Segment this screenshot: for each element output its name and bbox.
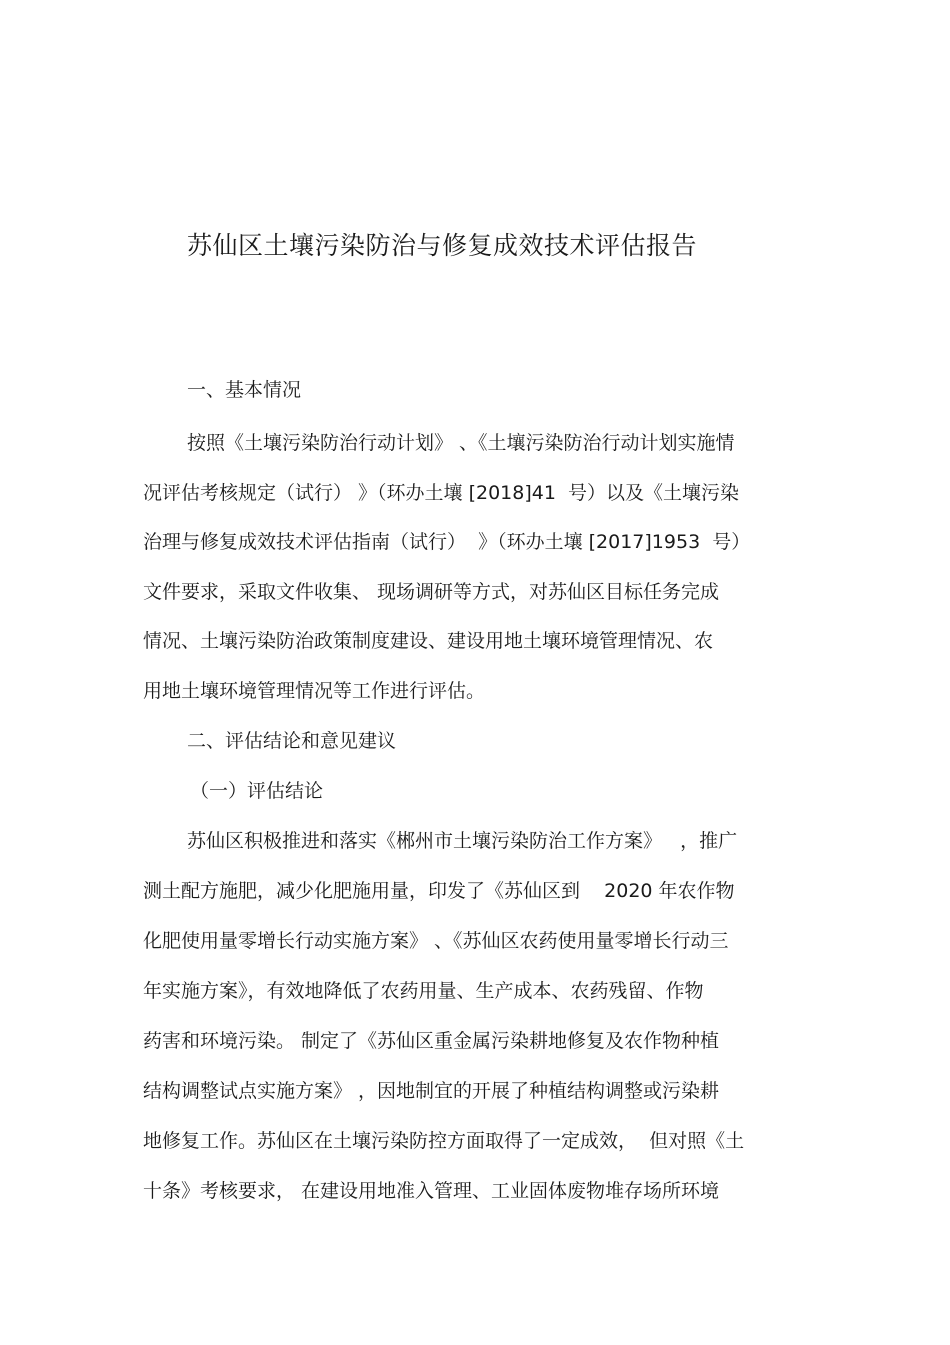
paragraph-line: 况评估考核规定（试行） 》（环办土壤 [2018]41 号）以及《土壤污染 [143,482,740,504]
paragraph-line: 药害和环境污染。 制定了《苏仙区重金属污染耕地修复及农作物种植 [143,1030,720,1052]
paragraph-line: 化肥使用量零增长行动实施方案》 、《苏仙区农药使用量零增长行动三 [143,930,729,952]
section-heading-conclusions: 二、评估结论和意见建议 [187,730,397,752]
paragraph-line: 用地土壤环境管理情况等工作进行评估。 [143,680,486,702]
paragraph-line: 十条》考核要求， 在建设用地准入管理、工业固体废物堆存场所环境 [143,1180,720,1202]
paragraph-line: 结构调整试点实施方案》 ，因地制宜的开展了种植结构调整或污染耕 [143,1080,720,1102]
paragraph-line: 情况、土壤污染防治政策制度建设、建设用地土壤环境管理情况、农 [143,630,714,652]
section-heading-basic-situation: 一、基本情况 [187,379,302,401]
paragraph-line: 测土配方施肥，减少化肥施用量，印发了《苏仙区到 2020 年农作物 [143,880,735,902]
paragraph-line: 地修复工作。苏仙区在土壤污染防控方面取得了一定成效， 但对照《土 [143,1130,745,1152]
paragraph-line: 年实施方案》，有效地降低了农药用量、生产成本、农药残留、作物 [143,980,704,1002]
subsection-heading-conclusion: （一）评估结论 [190,780,324,802]
paragraph-line: 文件要求，采取文件收集、 现场调研等方式，对苏仙区目标任务完成 [143,581,720,603]
paragraph-line: 苏仙区积极推进和落实《郴州市土壤污染防治工作方案》 ，推广 [187,830,738,852]
paragraph-line: 治理与修复成效技术评估指南（试行） 》（环办土壤 [2017]1953 号） [143,531,751,553]
paragraph-line: 按照《土壤污染防治行动计划》 、《土壤污染防治行动计划实施情 [187,432,735,454]
document-title: 苏仙区土壤污染防治与修复成效技术评估报告 [187,231,698,260]
